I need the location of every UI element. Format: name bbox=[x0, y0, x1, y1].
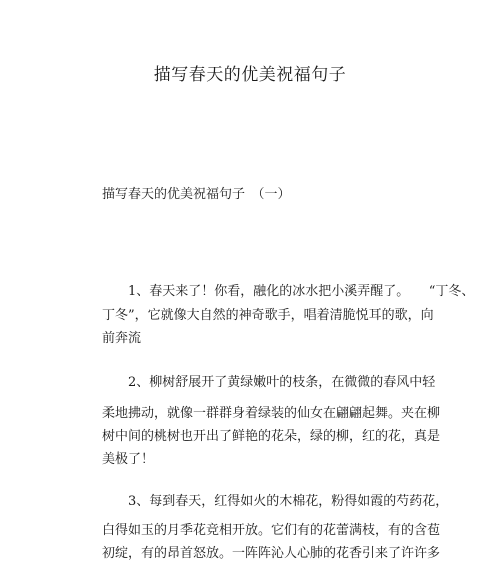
paragraph-1-line-2: 丁冬”，它就像大自然的神奇歌手，唱着清脆悦耳的歌，向 bbox=[102, 308, 434, 323]
paragraph-2-line-2: 柔地拂动，就像一群群身着绿装的仙女在翩翩起舞。夹在柳 bbox=[102, 406, 441, 421]
paragraph-3-line-3: 初绽，有的昂首怒放。一阵阵沁人心肺的花香引来了许许多 bbox=[102, 546, 441, 561]
paragraph-2-line-1: 2、柳树舒展开了黄绿嫩叶的枝条，在微微的春风中轻 bbox=[102, 375, 436, 390]
paragraph-2-line-4: 美极了！ bbox=[102, 452, 155, 467]
paragraph-3-line-1: 3、每到春天，红得如火的木棉花，粉得如霞的芍药花， bbox=[102, 494, 449, 509]
paragraph-2-line-3: 树中间的桃树也开出了鲜艳的花朵，绿的柳，红的花，真是 bbox=[102, 429, 441, 444]
paragraph-1-line-3: 前奔流 bbox=[102, 331, 142, 346]
paragraph-1-line-1: 1、春天来了！你看，融化的冰水把小溪弄醒了。 “丁冬、 bbox=[102, 284, 475, 299]
paragraph-3-line-2: 白得如玉的月季花竞相开放。它们有的花蕾满枝，有的含苞 bbox=[102, 523, 441, 538]
document-title: 描写春天的优美祝福句子 bbox=[153, 65, 347, 85]
section-heading: 描写春天的优美祝福句子 （一） bbox=[102, 187, 291, 202]
